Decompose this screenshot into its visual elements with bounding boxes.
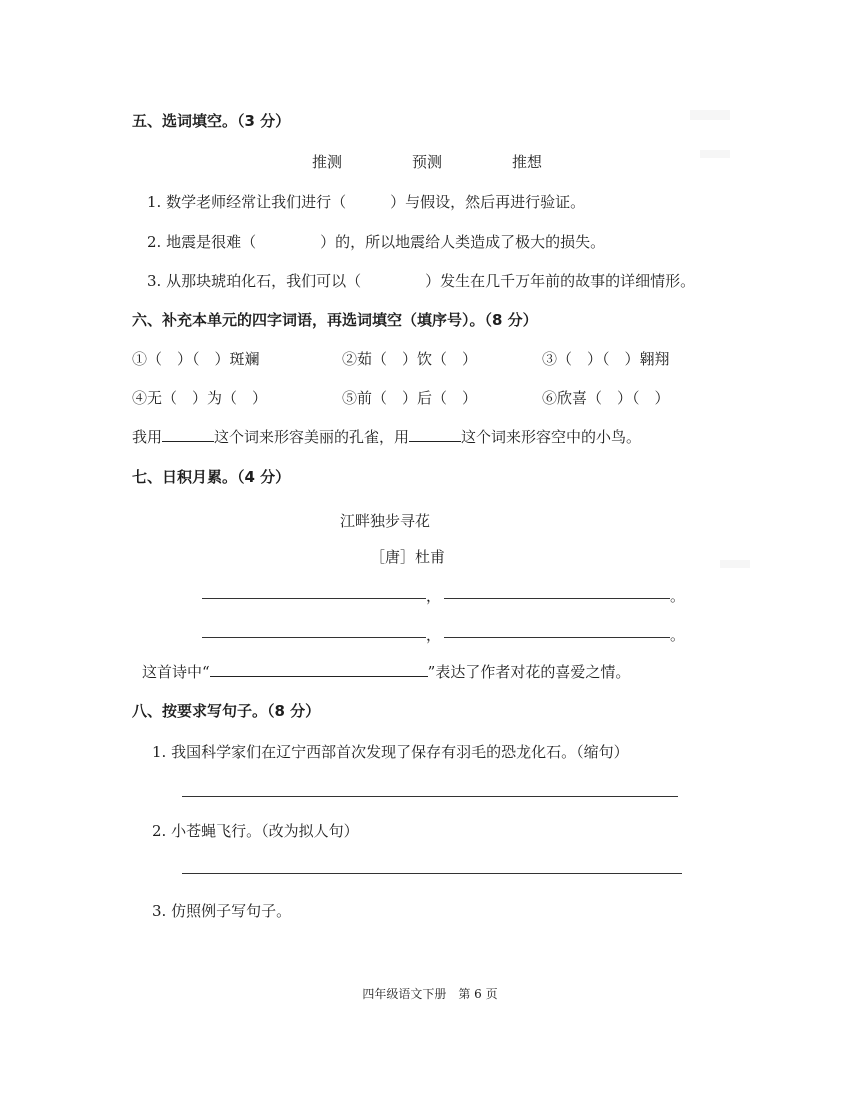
rewrite-question-2: 2. 小苍蝇飞行。（改为拟人句） xyxy=(152,822,359,840)
idiom-item-6[interactable]: ⑥欣喜（ ）（ ） xyxy=(542,389,670,407)
fill-item-3: 3. 从那块琥珀化石，我们可以（ ）发生在几千万年前的故事的详细情形。 xyxy=(147,272,696,290)
poem-author: ［唐］杜甫 xyxy=(370,548,446,566)
word-option: 推测 xyxy=(312,153,343,171)
idiom-item-4[interactable]: ④无（ ）为（ ） xyxy=(132,389,268,407)
scan-bleed-mark xyxy=(690,110,730,120)
comma: ， xyxy=(426,626,442,644)
poem-line-blank[interactable] xyxy=(444,637,670,638)
answer-blank[interactable] xyxy=(409,427,461,442)
idiom-item-1[interactable]: ①（ ）（ ）斑斓 xyxy=(132,350,260,368)
period: 。 xyxy=(670,587,686,605)
section-6-heading: 六、补充本单元的四字词语，再选词填空（填序号）。（8 分） xyxy=(132,311,538,329)
answer-blank[interactable] xyxy=(162,427,214,442)
fill-item-2: 2. 地震是很难（ ）的，所以地震给人类造成了极大的损失。 xyxy=(147,233,606,251)
poem-question: 这首诗中“ ”表达了作者对花的喜爱之情。 xyxy=(142,663,631,681)
poem-line-blank[interactable] xyxy=(202,598,426,599)
answer-line[interactable] xyxy=(182,796,678,797)
poem-title: 江畔独步寻花 xyxy=(340,512,431,530)
section-7-heading: 七、日积月累。（4 分） xyxy=(132,468,291,486)
idiom-sentence: 我用 这个词来形容美丽的孔雀，用 这个词来形容空中的小鸟。 xyxy=(132,428,642,446)
section-5-heading: 五、选词填空。（3 分） xyxy=(132,112,291,130)
fill-item-1: 1. 数学老师经常让我们进行（ ）与假设，然后再进行验证。 xyxy=(147,193,586,211)
idiom-item-3[interactable]: ③（ ）（ ）翱翔 xyxy=(542,350,670,368)
idiom-item-5[interactable]: ⑤前（ ）后（ ） xyxy=(342,389,478,407)
poem-line-blank[interactable] xyxy=(202,637,426,638)
section-8-heading: 八、按要求写句子。（8 分） xyxy=(132,702,321,720)
comma: ， xyxy=(426,587,442,605)
rewrite-question-3: 3. 仿照例子写句子。 xyxy=(152,902,292,920)
scan-bleed-mark xyxy=(720,560,750,568)
answer-blank[interactable] xyxy=(210,662,428,677)
answer-line[interactable] xyxy=(182,873,682,874)
page-footer: 四年级语文下册 第 6 页 xyxy=(362,987,498,1001)
period: 。 xyxy=(670,626,686,644)
rewrite-question-1: 1. 我国科学家们在辽宁西部首次发现了保存有羽毛的恐龙化石。（缩句） xyxy=(152,743,629,761)
word-option: 预测 xyxy=(412,153,443,171)
scan-bleed-mark xyxy=(700,150,730,158)
idiom-item-2[interactable]: ②茹（ ）饮（ ） xyxy=(342,350,478,368)
poem-line-blank[interactable] xyxy=(444,598,670,599)
word-option: 推想 xyxy=(512,153,543,171)
